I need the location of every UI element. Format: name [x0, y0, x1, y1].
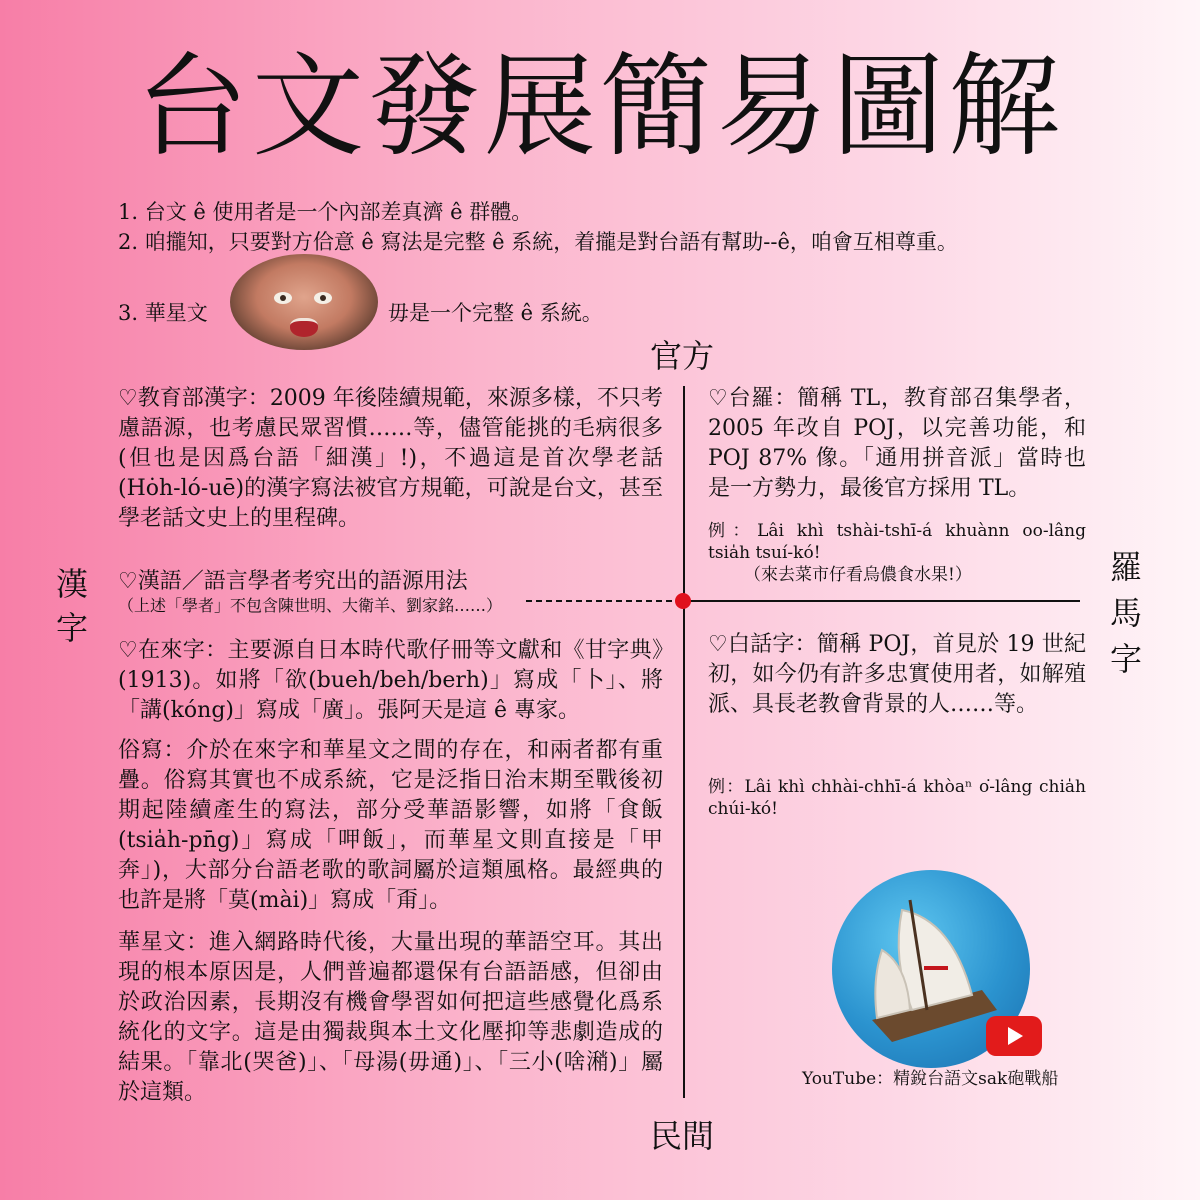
- huaxing-text: 華星文：進入網路時代後，大量出現的華語空耳。其出現的根本原因是，人們普遍都還保有台語語感，但卻由於政治因素，長期沒有機會學習如何把這些感覺化爲系統化的文字。這是由獨裁與本土文化壓抑等悲劇造成的結果。「靠北(哭爸)」、「母湯(毋通)」、「三小(啥潲)」屬於這類。: [118, 930, 663, 1105]
- poj-example: 例：Lâi khì chhài-chhī-á khòaⁿ o͘-lâng chia̍h chúi-kó!: [708, 777, 1086, 819]
- etymology-note: （上述「學者」不包含陳世明、大衛羊、劉家銘……）: [118, 596, 503, 615]
- intro-line-3-suffix: 毋是一个完整 ê 系統。: [388, 301, 603, 325]
- native-chars-text: ♡在來字：主要源自日本時代歌仔冊等文獻和《甘字典》(1913)。如將「欲(bueh/beh/berh)」寫成「卜」、將「講(kóng)」寫成「廣」。張阿天是這 ê 專家。: [118, 638, 663, 723]
- origin-dot: [675, 593, 691, 609]
- youtube-icon: [986, 1016, 1042, 1056]
- horizontal-axis: [683, 600, 1080, 602]
- mouth-icon: [290, 318, 318, 337]
- moe-hanzi-text: ♡教育部漢字：2009 年後陸續規範，來源多樣，不只考慮語源，也考慮民眾習慣……等，儘管能挑的毛病很多(但也是因爲台語「細漢」!)，不過這是首次學老話(Hȯh-ló-uē)的漢字寫法被官方規範，可說是台文，甚至學老話文史上的里程碑。: [118, 386, 663, 531]
- tl-text: ♡台羅：簡稱 TL，教育部召集學者，2005 年改自 POJ，以完善功能，和 POJ 87% 像。「通用拼音派」當時也是一方勢力，最後官方採用 TL。: [708, 386, 1086, 501]
- axis-right-label: 羅馬字: [1110, 548, 1143, 678]
- etymology-title: ♡漢語／語言學者考究出的語源用法: [118, 569, 468, 594]
- vertical-axis: [683, 386, 685, 1098]
- eye-icon: [274, 292, 292, 304]
- intro-line-1: 1. 台文 ê 使用者是一个內部差真濟 ê 群體。: [118, 200, 533, 224]
- tl-example: 例：Lâi khì tshài-tshī-á khuànn oo-lâng tsia̍h tsuí-kó!: [708, 521, 1086, 563]
- avatar: [230, 254, 378, 350]
- page-title: 台文發展簡易圖解: [136, 42, 1064, 172]
- intro-line-3-prefix: 3. 華星文: [118, 301, 208, 325]
- axis-bottom-label: 民間: [650, 1117, 715, 1155]
- poj-text: ♡白話字：簡稱 POJ，首見於 19 世紀初，如今仍有許多忠實使用者，如解殖派、具長老教會背景的人……等。: [708, 632, 1086, 717]
- eye-icon: [314, 292, 332, 304]
- horizontal-axis-dashed: [526, 600, 682, 602]
- intro-line-2: 2. 咱攏知，只要對方佮意 ê 寫法是完整 ê 系統，着攏是對台語有幫助--ê，咱會互相尊重。: [118, 230, 958, 254]
- folk-writing-text: 俗寫：介於在來字和華星文之間的存在，和兩者都有重疊。俗寫其實也不成系統，它是泛指日治末期至戰後初期起陸續產生的寫法，部分受華語影響，如將「食飯(tsia̍h-pn̄g)」寫成「呷飯」，而華星文則直接是「甲奔」)，大部分台語老歌的歌詞屬於這類風格。最經典的也許是將「莫(mài)」寫成「甭」。: [118, 738, 663, 913]
- tl-translation: （來去菜市仔看烏儂食水果!）: [744, 565, 972, 585]
- axis-left-label: 漢字: [56, 565, 89, 647]
- youtube-caption: YouTube：精銳台語文sak砲戰船: [802, 1069, 1059, 1089]
- axis-top-label: 官方: [650, 337, 715, 375]
